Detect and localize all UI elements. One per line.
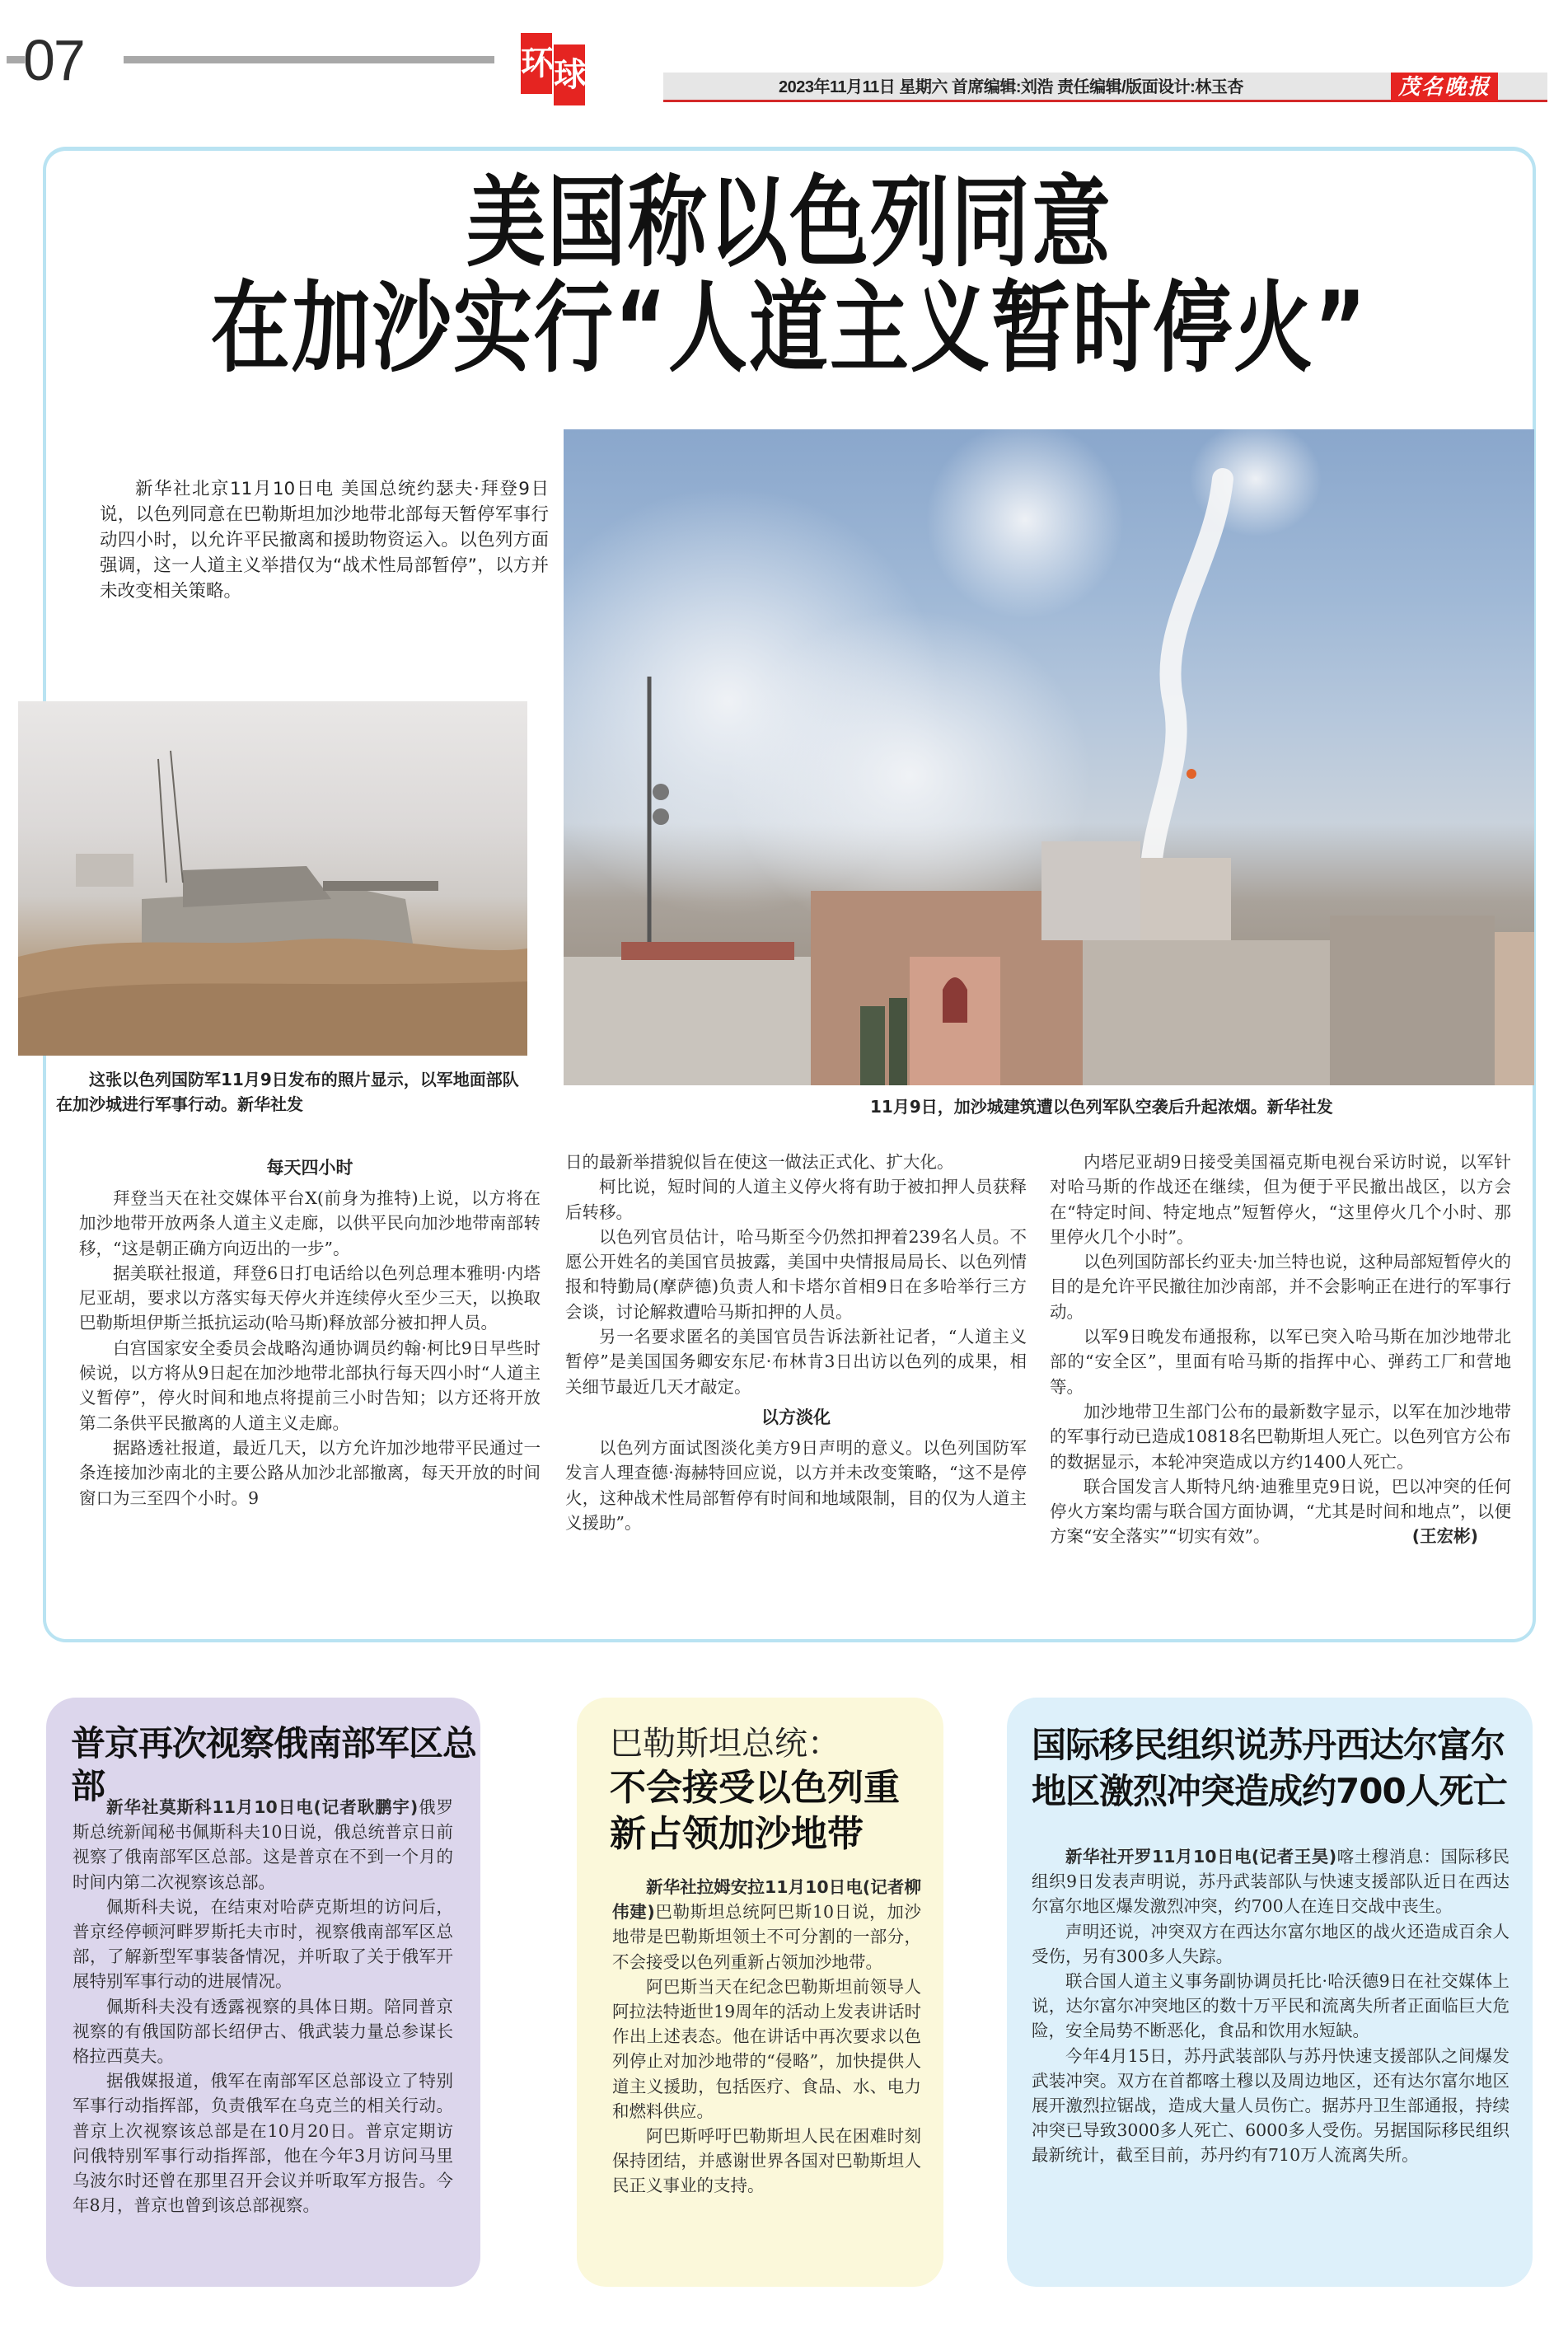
story-abbas-body [612, 1875, 921, 2199]
paper-logo: 茂名晚报 [1391, 73, 1498, 102]
story-dateline: 新华社莫斯科11月10日电(记者耿鹏宇) [106, 1797, 419, 1817]
story-abbas-kicker: 巴勒斯坦总统： [610, 1725, 840, 1763]
paragraph-text: 喀土穆消息：国际移民组织9日发表声明说，苏丹武装部队与快速支援部队近日在西达尔富尔地区爆发激烈冲突，约700人在连日交战中丧生。 [1032, 1847, 1510, 1917]
masthead-rule [124, 56, 494, 63]
paragraph: 以军9日晚发布通报称，以军已突入哈马斯在加沙地带北部的“安全区”，里面有哈马斯的指挥中心、弹药工厂和营地等。 [1050, 1327, 1511, 1397]
story-dateline: 新华社开罗11月10日电(记者王昊) [1065, 1847, 1337, 1867]
paragraph: 内塔尼亚胡9日接受美国福克斯电视台采访时说，以军针对哈马斯的作战还在继续，但为便于平民撤出战区，以方会在“特定时间、特定地点”短暂停火，“这里停火几个小时、那里停火几个小时”。 [1050, 1152, 1511, 1247]
story-sudan [1007, 1698, 1533, 2287]
paragraph: 另一名要求匿名的美国官员告诉法新社记者，“人道主义暂停”是美国国务卿安东尼·布林肯3日出访以色列的成果，相关细节最近几天才敲定。 [565, 1327, 1027, 1397]
paragraph: 以色列官员估计，哈马斯至今仍然扣押着239名人员。不愿公开姓名的美国官员披露，美国中央情报局局长、以色列情报和特勤局(摩萨德)负责人和卡塔尔首相9日在多哈举行三方会谈，讨论解救遭哈马斯扣押的人员。 [565, 1226, 1027, 1322]
paragraph: 以色列国防部长约亚夫·加兰特也说，这种局部短暂停火的目的是允许平民撤往加沙南部，并不会影响正在进行的军事行动。 [1050, 1252, 1512, 1322]
paragraph: 阿巴斯当天在纪念巴勒斯坦前领导人阿拉法特逝世19周年的活动上发表讲话时作出上述表态。他在讲话中再次要求以色列停止对加沙地带的“侵略”，加快提供人道主义援助，包括医疗、食品、水、电力和燃料供应。 [612, 1976, 921, 2121]
subhead-four-hours: 每天四小时 [266, 1158, 353, 1178]
story-putin [46, 1698, 480, 2287]
story-abbas-title: 不会接受以色列重新占领加沙地带 [610, 1767, 900, 1855]
paragraph: 佩斯科夫没有透露视察的具体日期。陪同普京视察的有俄国防部长绍伊古、俄武装力量总参谋长格拉西莫夫。 [73, 1996, 453, 2067]
issue-dateline: 2023年11月11日 星期六 首席编辑:刘浩 责任编辑/版面设计:林玉杏 [779, 78, 1243, 96]
page-number-dash [7, 56, 25, 63]
subhead-israel-downplays: 以方淡化 [761, 1407, 831, 1427]
paragraph: 日的最新举措貌似旨在使这一做法正式化、扩大化。 [565, 1152, 954, 1172]
tank-illustration [18, 701, 527, 1056]
paragraph: 据俄媒报道，俄军在南部军区总部设立了特别军事行动指挥部，负责俄军在乌克兰的相关行动。普京上次视察该总部是在10月20日。普京定期访问俄特别军事行动指挥部，他在今年3月访问马里乌波尔时还曾在那里召开会议并听取军方报告。今年8月，普京也曾到该总部视察。 [73, 2071, 453, 2216]
tank-photo [18, 701, 527, 1056]
main-headline-line-2: 在加沙实行“人道主义暂时停火” [210, 270, 1369, 386]
paragraph: 联合国人道主义事务副协调员托比·哈沃德9日在社交媒体上说，达尔富尔冲突地区的数十万平民和流离失所者正面临巨大危险，安全局势不断恶化，食品和饮用水短缺。 [1032, 1971, 1509, 2041]
paragraph: 以色列方面试图淡化美方9日声明的意义。以色列国防军发言人理查德·海赫特回应说，以方并未改变策略，“这不是停火，这种战术性局部暂停有时间和地域限制，目的仅为人道主义援助”。 [565, 1437, 1027, 1533]
page-number: 07 [23, 28, 84, 92]
gaza-photo-caption: 11月9日，加沙城建筑遭以色列军队空袭后升起浓烟。新华社发 [870, 1097, 1333, 1117]
paragraph: 加沙地带卫生部门公布的最新数字显示，以军在加沙地带的军事行动已造成10818名巴勒斯坦人死亡。以色列官方公布的数据显示，本轮冲突造成以方约1400人死亡。 [1050, 1401, 1511, 1472]
story-putin-title: 普京再次视察俄南部军区总部 [71, 1723, 477, 1806]
dateline-bar [663, 73, 1547, 102]
paragraph-text: 联合国发言人斯特凡纳·迪雅里克9日说，巴以冲突的任何停火方案均需与联合国方面协调，“尤其是时间和地点”，以便方案“安全落实”“切实有效”。 [1050, 1476, 1511, 1547]
paragraph [612, 1875, 921, 1974]
article-column-1 [79, 1150, 541, 1511]
section-label-char-1: 环 [521, 33, 552, 94]
paragraph [73, 1795, 453, 1895]
paragraph: 佩斯科夫说，在结束对哈萨克斯坦的访问后，普京经停顿河畔罗斯托夫市时，视察俄南部军区总部，了解新型军事装备情况，并听取了关于俄军开展特别军事行动的进展情况。 [73, 1896, 453, 1992]
paragraph-text: 巴勒斯坦总统阿巴斯10日说，加沙地带是巴勒斯坦领土不可分割的一部分，不会接受以色列重新占领加沙地带。 [612, 1902, 921, 1972]
main-headline-line-1: 美国称以色列同意 [466, 165, 1112, 280]
story-putin-body [73, 1795, 453, 2218]
paragraph: 今年4月15日，苏丹武装部队与苏丹快速支援部队之间爆发武装冲突。双方在首都喀土穆以及周边地区，还有达尔富尔地区展开激烈拉锯战，造成大量人员伤亡。据苏丹卫生部通报，持续冲突已导致3000多人死亡、6000多人受伤。另据国际移民组织最新统计，截至目前，苏丹约有710万人流离失所。 [1032, 2045, 1509, 2166]
paragraph: 声明还说，冲突双方在西达尔富尔地区的战火还造成百余人受伤，另有300多人失踪。 [1032, 1921, 1509, 1966]
story-abbas [577, 1698, 943, 2287]
paragraph [1050, 1474, 1511, 1549]
tank-photo-caption: 这张以色列国防军11月9日发布的照片显示，以军地面部队在加沙城进行军事行动。新华社发 [56, 1070, 519, 1114]
paragraph [1032, 1844, 1509, 1919]
story-dateline: 新华社拉姆安拉11月10日电(记者柳伟建) [612, 1877, 921, 1923]
story-sudan-body [1032, 1844, 1509, 2168]
paragraph: 据路透社报道，最近几天，以方允许加沙地带平民通过一条连接加沙南北的主要公路从加沙北部撤离，每天开放的时间窗口为三至四个小时。9 [79, 1437, 541, 1508]
paragraph-text: 俄罗斯总统新闻秘书佩斯科夫10日说，俄总统普京日前视察了俄南部军区总部。这是普京在不到一个月的时间内第二次视察该总部。 [73, 1797, 453, 1892]
author-byline: (王宏彬) [1411, 1526, 1478, 1547]
paragraph: 拜登当天在社交媒体平台X(前身为推特)上说，以方将在加沙地带开放两条人道主义走廊，以供平民向加沙地带南部转移，“这是朝正确方向迈出的一步”。 [79, 1188, 541, 1258]
section-label-char-2: 球 [554, 44, 585, 105]
paragraph: 白宫国家安全委员会战略沟通协调员约翰·柯比9日早些时候说，以方将从9日起在加沙地带北部执行每天四小时“人道主义暂停”，停火时间和地点将提前三小时告知；以方还将开放第二条供平民撤离的人道主义走廊。 [79, 1337, 541, 1433]
paragraph: 柯比说，短时间的人道主义停火将有助于被扣押人员获释后转移。 [565, 1177, 1027, 1222]
paragraph: 据美联社报道，拜登6日打电话给以色列总理本雅明·内塔尼亚胡，要求以方落实每天停火并连续停火至少三天，以换取巴勒斯坦伊斯兰抵抗运动(哈马斯)释放部分被扣押人员。 [79, 1262, 541, 1333]
article-column-2 [565, 1150, 1027, 1535]
story-sudan-title: 国际移民组织说苏丹西达尔富尔地区激烈冲突造成约700人死亡 [1032, 1725, 1507, 1811]
article-column-3 [1050, 1150, 1511, 1549]
gaza-airstrike-photo [564, 429, 1534, 1085]
paragraph: 阿巴斯呼吁巴勒斯坦人民在困难时刻保持团结，并感谢世界各国对巴勒斯坦人民正义事业的支持。 [612, 2126, 921, 2196]
main-story [43, 147, 1536, 1642]
lead-paragraph: 新华社北京11月10日电 美国总统约瑟夫·拜登9日说，以色列同意在巴勒斯坦加沙地带北部每天暂停军事行动四小时，以允许平民撤离和援助物资运入。以色列方面强调，这一人道主义举措仅为“战术性局部暂停”，以方并未改变相关策略。 [100, 479, 549, 602]
gaza-skyline-illustration [564, 429, 1534, 1085]
